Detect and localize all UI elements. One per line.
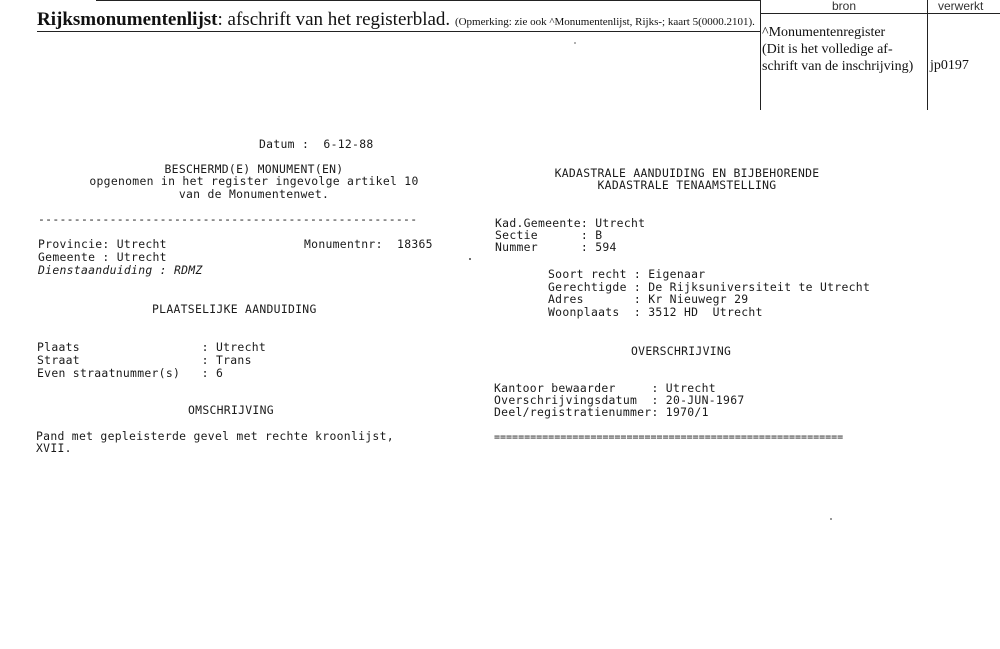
gerechtigde-line: Gerechtigde : De Rijksuniversiteit te Utrecht xyxy=(548,280,871,294)
title-note: (Opmerking: zie ook ^Monumentenlijst, Rijks-; kaart 5(0000.2101). xyxy=(454,16,755,28)
source-description xyxy=(762,24,913,75)
soort-recht-line: Soort recht : Eigenaar xyxy=(548,267,706,281)
monument-heading xyxy=(38,163,470,200)
source-line: (Dit is het volledige af- xyxy=(762,42,893,57)
column-header-verwerkt: verwerkt xyxy=(938,0,984,13)
header-bottom-rule xyxy=(37,31,760,32)
source-line: ^Monumentenregister xyxy=(762,25,886,40)
header-top-rule xyxy=(96,0,760,1)
dashed-rule: ----------------------------------------------------- xyxy=(38,212,418,226)
plaats-line: Plaats : Utrecht xyxy=(37,340,267,354)
sectie-line: Sectie : B xyxy=(495,228,603,242)
datum-line: Datum : 6-12-88 xyxy=(259,137,374,151)
straat-line: Straat : Trans xyxy=(37,353,252,367)
monument-heading-line: van de Monumentenwet. xyxy=(178,186,330,201)
source-table-divider xyxy=(927,0,928,110)
provincie-line: Provincie: Utrecht xyxy=(38,237,167,251)
kad-gemeente-line: Kad.Gemeente: Utrecht xyxy=(495,216,646,230)
scan-speck xyxy=(574,42,576,44)
kantoor-bewaarder-line: Kantoor bewaarder : Utrecht xyxy=(494,381,716,395)
monumentnr-line: Monumentnr: 18365 xyxy=(304,237,433,251)
kadastrale-heading-line: KADASTRALE TENAAMSTELLING xyxy=(597,178,777,193)
overschrijving-heading: OVERSCHRIJVING xyxy=(631,344,732,358)
title-rest: : afschrift van het registerblad. xyxy=(217,9,451,30)
overschrijvingsdatum-line: Overschrijvingsdatum : 20-JUN-1967 xyxy=(494,393,745,407)
verwerkt-code: jp0197 xyxy=(930,58,969,73)
source-line: schrift van de inschrijving) xyxy=(762,59,914,74)
even-straatnummers-line: Even straatnummer(s) : 6 xyxy=(37,366,224,380)
woonplaats-line: Woonplaats : 3512 HD Utrecht xyxy=(548,305,763,319)
source-table-header-rule xyxy=(760,13,1000,14)
title-bold: Rijksmonumentenlijst xyxy=(37,9,218,30)
plaatselijke-heading: PLAATSELIJKE AANDUIDING xyxy=(152,302,317,316)
monument-heading-line: opgenomen in het register ingevolge artikel 10 xyxy=(89,174,419,189)
deel-registratienummer-line: Deel/registratienummer: 1970/1 xyxy=(494,405,709,419)
double-rule: ========================================================== xyxy=(494,432,844,443)
omschrijving-line: Pand met gepleisterde gevel met rechte kroonlijst, xyxy=(36,429,394,443)
omschrijving-line: XVII. xyxy=(36,441,72,456)
kadastrale-heading xyxy=(494,167,880,192)
adres-line: Adres : Kr Nieuwegr 29 xyxy=(548,292,749,306)
kadastrale-heading-line: KADASTRALE AANDUIDING EN BIJBEHORENDE xyxy=(554,166,820,180)
monument-heading-line: BESCHERMD(E) MONUMENT(EN) xyxy=(164,162,344,176)
scan-speck xyxy=(469,258,471,260)
dienstaanduiding-line: Dienstaanduiding : RDMZ xyxy=(38,263,203,277)
nummer-line: Nummer : 594 xyxy=(495,240,617,254)
omschrijving-text xyxy=(36,430,394,455)
column-header-bron: bron xyxy=(832,0,857,13)
gemeente-line: Gemeente : Utrecht xyxy=(38,250,167,264)
scan-speck xyxy=(830,518,832,520)
page-title xyxy=(37,9,755,31)
source-table-left-border xyxy=(760,0,761,110)
omschrijving-heading: OMSCHRIJVING xyxy=(188,403,274,417)
